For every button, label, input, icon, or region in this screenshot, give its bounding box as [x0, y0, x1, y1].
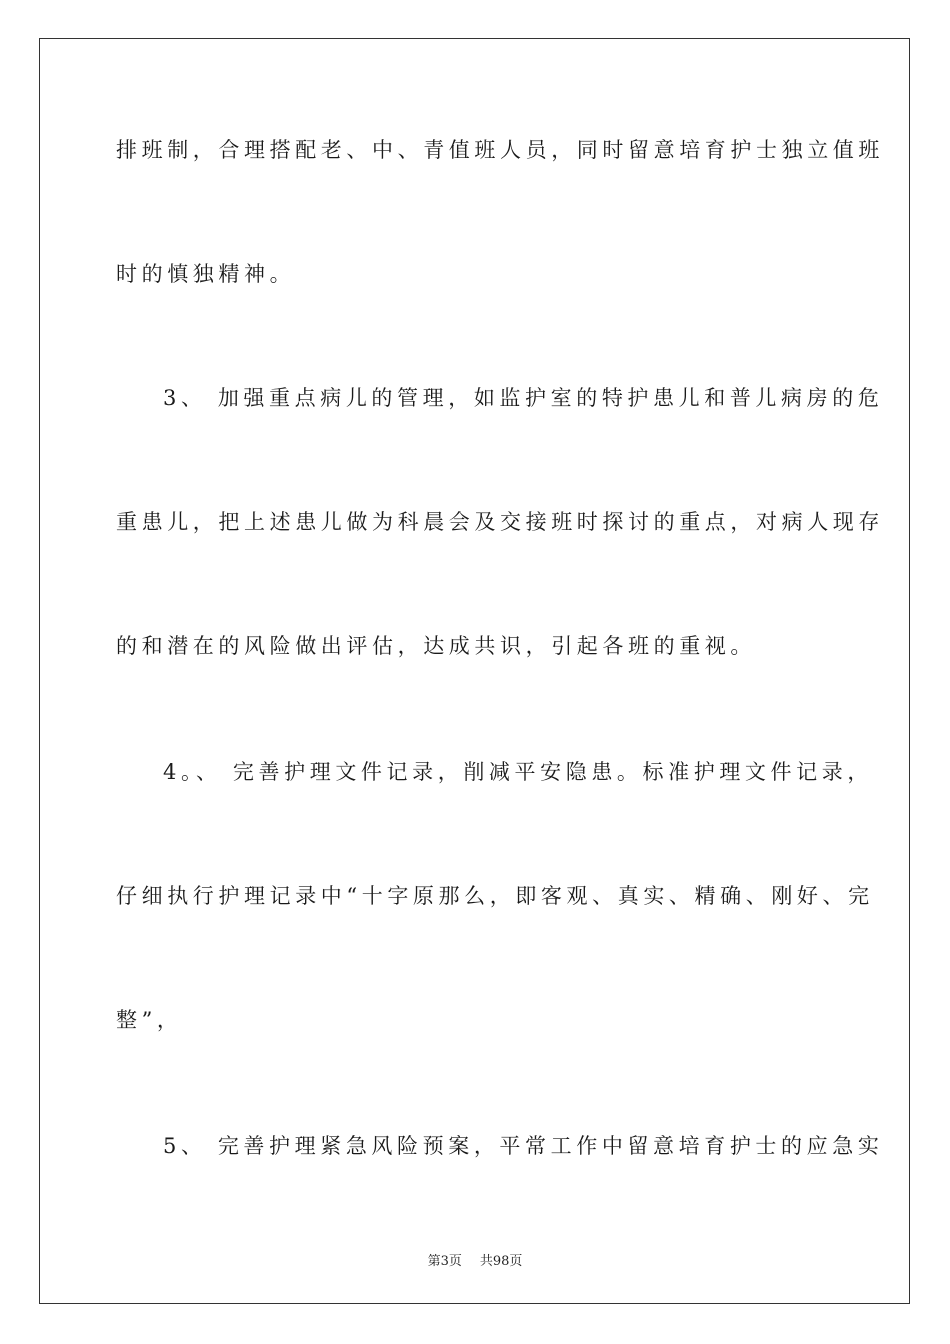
text-line: 仔细执行护理记录中“十字原那么，即客观、真实、精确、刚好、完: [116, 884, 874, 908]
text-line: 4。、 完善护理文件记录，削减平安隐患。标准护理文件记录，: [163, 760, 873, 784]
text-line: 排班制，合理搭配老、中、青值班人员，同时留意培育护士独立值班: [116, 138, 884, 162]
text-line: 3、 加强重点病儿的管理，如监护室的特护患儿和普儿病房的危: [163, 386, 884, 410]
total-pages: 共98页: [479, 1254, 523, 1269]
text-line: 5、 完善护理紧急风险预案，平常工作中留意培育护士的应急实: [163, 1134, 884, 1158]
page-frame: [39, 38, 910, 1304]
text-line: 重患儿，把上述患儿做为科晨会及交接班时探讨的重点，对病人现存: [116, 510, 884, 534]
page-number: 第3页: [427, 1254, 462, 1269]
text-line: 整”，: [116, 1008, 183, 1032]
text-line: 的和潜在的风险做出评估，达成共识，引起各班的重视。: [116, 634, 756, 658]
page-footer: [0, 1250, 950, 1269]
text-line: 时的慎独精神。: [116, 262, 296, 286]
